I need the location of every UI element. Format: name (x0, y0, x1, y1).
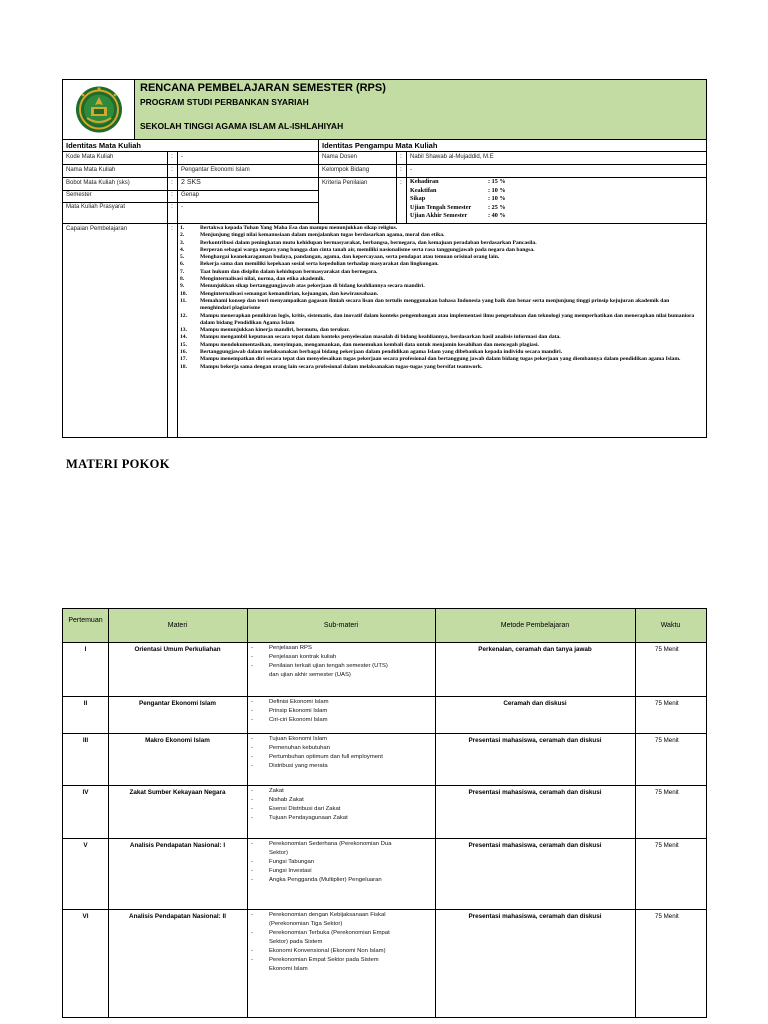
materi-cell: Orientasi Umum Perkuliahan (134, 646, 221, 653)
capaian-list (180, 225, 700, 371)
sub-materi-item: - Fungsi Tabungan (249, 858, 399, 867)
kriteria-label: Kriteria Penilaian (322, 180, 368, 186)
sub-materi-item: - Perekonomian Sederhana (Perekonomian Dua Sektor) (249, 840, 399, 858)
metode-cell: Presentasi mahasiswa, ceramah dan diskusi (468, 913, 602, 920)
kode-mk-label: Kode Mata Kuliah (66, 154, 114, 160)
nama-dosen-label: Nama Dosen (322, 154, 358, 160)
kode-mk-value: - (181, 154, 183, 160)
identitas-pengampu-heading: Identitas Pengampu Mata Kuliah (322, 141, 438, 150)
pertemuan-cell: I (84, 646, 87, 653)
sub-materi-cell (249, 735, 389, 771)
sub-materi-cell (249, 911, 399, 974)
capaian-item: 5. Menghargai keanekaragaman budaya, pandangan, agama, dan kepercayaan, serta pendapat atau temuan orisinal orang lain. (180, 254, 500, 261)
col-metode-header: Metode Pembelajaran (500, 622, 570, 629)
waktu-cell: 75 Menit (655, 700, 679, 707)
capaian-item: 1. Bertakwa kepada Tuhan Yang Maha Esa dan mampu menunjukkan sikap religius. (180, 225, 398, 231)
capaian-item: 9. Menunjukkan sikap bertanggungjawab atas pekerjaan di bidang keahliannya secara mandiri. (180, 283, 425, 290)
pertemuan-cell: VI (82, 913, 89, 920)
capaian-item: 11. Memahami konsep dan teori menyampaikan gagasan ilmiah secara lisan dan tertulis menggunakan bahasa Indonesia yang baik dan benar serta menjunjung tinggi prinsip kejujuran akademik dan menghindari plagiarisme (180, 297, 670, 312)
capaian-item: 14. Mampu mengambil keputusan secara tepat dalam konteks penyelesaian masalah di bidang keahliannya, berdasarkan hasil analisis informasi dan data. (180, 334, 561, 341)
sub-materi-item: - Ciri-ciri Ekonomi Islam (249, 716, 399, 725)
waktu-cell: 75 Menit (655, 789, 679, 796)
waktu-cell: 75 Menit (655, 842, 679, 849)
materi-cell: Analisis Pendapatan Nasional: II (129, 913, 226, 920)
capaian-item: 18. Mampu bekerja sama dengan orang lain secara profesional dalam melaksanakan tugas-tugas yang bersifat teamwork. (180, 363, 483, 370)
prasyarat-value: - (181, 204, 183, 210)
semester-label: Semester (66, 192, 92, 198)
sub-materi-item: - Pertumbuhan optimum dan full employment (249, 753, 389, 762)
prasyarat-label: Mata Kuliah Prasyarat (66, 204, 126, 210)
sub-materi-item: - Nishab Zakat (249, 796, 419, 805)
pertemuan-cell: V (83, 842, 88, 849)
sub-materi-item: - Tujuan Ekonomi Islam (249, 735, 389, 744)
materi-cell: Zakat Sumber Kekayaan Negara (129, 789, 226, 796)
materi-cell: Makro Ekonomi Islam (145, 737, 210, 744)
col-pertemuan-header: Pertemuan (68, 617, 103, 624)
capaian-item: 15. Mampu mendokumentasikan, menyimpan, mengamankan, dan menemukan kembali data untuk menjamin kesahihan dan mencegah plagiasi. (180, 341, 539, 348)
capaian-item: 13. Mampu menunjukkan kinerja mandiri, bermutu, dan terukur. (180, 327, 350, 334)
schedule-table (62, 608, 707, 1018)
metode-cell: Perkenalan, ceramah dan tanya jawab (478, 646, 592, 653)
kelompok-value: - (410, 167, 412, 173)
metode-cell: Presentasi mahasiswa, ceramah dan diskusi (468, 842, 602, 849)
capaian-item: 2. Menjunjung tinggi nilai kemanusiaan dalam menjalankan tugas berdasarkan agama, moral dan etika. (180, 232, 445, 239)
sub-materi-item: - Definisi Ekonomi Islam (249, 698, 399, 707)
col-materi-header: Materi (167, 622, 188, 629)
sub-materi-cell (249, 787, 419, 823)
program-name: PROGRAM STUDI PERBANKAN SYARIAH (140, 97, 309, 107)
sub-materi-item: - Fungsi Investasi (249, 867, 399, 876)
capaian-item: 4. Berperan sebagai warga negara yang bangga dan cinta tanah air, memiliki nasionalisme serta rasa tanggungjawab pada negara dan bangsa. (180, 246, 535, 253)
rps-table: RENCANA PEMBELAJARAN SEMESTER (RPS) PROGRAM STUDI PERBANKAN SYARIAH SEKOLAH TINGGI AGAMA ISLAM AL-ISHLAHIYAH Identitas Mata Kuliah Identitas Pengampu Mata Kuliah Kode Mata Kuliah : - Nama Mata Kuliah : Pengantar Ekonomi Islam Bobot Mata Kuliah (sks) : 2 SKS Semester : Genap Mata Kuliah Prasyarat : - Nama Dosen : Nabil Shawab al-Mujaddid, M.E Kelompok Bidang : - Kriteria Penilaian : Kehadiran : 15 % Keaktifan : 10 % Sikap : 10 % Ujian Tengah Semester : 25 % Ujian Akhir Semester : 40 % Capaian Pembelajaran : 1. Bertakwa kepada Tuhan Yang Maha Esa dan mampu menunjukkan sikap religius. 2. Menjunjung tinggi nilai kemanusiaan dalam menjalankan tugas berdasarkan agama, moral dan etika. 3. Berkontribusi dalam peningkatan mutu kehidupan bermasyarakat, berbangsa, bernegara, dan kemajuan peradaban berdasarkan Pancasila. 4. Berperan sebagai warga negara yang bangga dan cinta tanah air, memiliki nasionalisme serta rasa tanggungjawab pada negara dan bangsa. 5. Menghargai keanekaragaman budaya, pandangan, agama, dan kepercayaan, serta pendapat atau temuan orisinal orang lain. 6. Bekerja sama dan memiliki kepekaan sosial serta kepedulian terhadap masyarakat dan lingkungan. 7. Taat hukum dan disiplin dalam kehidupan bermasyarakat dan bernegara. 8. Menginternalisasi nilai, norma, dan etika akademik. 9. Menunjukkan sikap bertanggungjawab atas pekerjaan di bidang keahliannya secara mandiri. 10. Menginternalisasi semangat kemandirian, kejuangan, dan kewirausahaan. 11. Memahami konsep dan teori menyampaikan gagasan ilmiah secara lisan dan tertulis menggunakan bahasa Indonesia yang baik dan benar serta menjunjung tinggi prinsip kejujuran akademik dan menghindari plagiarisme 12. Mampu menerapkan pemikiran logis, kritis, sistematis, dan inovatif dalam konteks pengembangan atau implementasi ilmu pengetahuan dan teknologi yang memperhatikan dan menerapkan nilai humaniora dalam bidang Pendidikan Agama Islam 13. Mampu menunjukkan kinerja mandiri, bermutu, dan terukur. 14. Mampu mengambil keputusan secara tepat dalam konteks penyelesaian masalah di bidang keahliannya, berdasarkan hasil analisis informasi dan data. 15. Mampu mendokumentasikan, menyimpan, mengamankan, dan menemukan kembali data untuk menjamin kesahihan dan mencegah plagiasi. 16. Bertanggungjawab dalam melaksanakan berbagai bidang pekerjaan dalam pendidikan agama Islam yang dibebankan kepada individu secara mandiri. 17. Mampu menempatkan diri secara tepat dan menyelesaikan tugas pekerjaan secara profesional dan bertanggung jawab dalam bidang tugas pekerjaan yang diembannya dalam pendidikan agama Islam. 18. Mampu bekerja sama dengan orang lain secara profesional dalam melaksanakan tugas-tugas yang bersifat teamwork. (62, 79, 707, 438)
sub-materi-item: - Perekonomian dengan Kebijaksanaan Fiskal (Perekonomian Tiga Sektor) (249, 911, 399, 929)
capaian-item: 12. Mampu menerapkan pemikiran logis, kritis, sistematis, dan inovatif dalam konteks pengembangan atau implementasi ilmu pengetahuan dan teknologi yang memperhatikan dan menerapkan nilai humaniora dalam bidang Pendidikan Agama Islam (180, 312, 695, 326)
identitas-mk-heading: Identitas Mata Kuliah (66, 141, 142, 150)
capaian-item: 7. Taat hukum dan disiplin dalam kehidupan bermasyarakat dan bernegara. (180, 268, 378, 275)
pertemuan-cell: IV (82, 789, 89, 796)
waktu-cell: 75 Menit (655, 646, 679, 653)
metode-cell: Ceramah dan diskusi (503, 700, 567, 707)
capaian-item: 6. Bekerja sama dan memiliki kepekaan sosial serta kepedulian terhadap masyarakat dan lingkungan. (180, 261, 439, 268)
rps-title: RENCANA PEMBELAJARAN SEMESTER (RPS) (140, 82, 386, 94)
sub-materi-item: - Esensi Distribusi dari Zakat (249, 805, 419, 814)
sub-materi-item: - Zakat (249, 787, 419, 796)
pertemuan-cell: III (82, 737, 89, 744)
bobot-value: 2 SKS (181, 179, 201, 186)
bobot-label: Bobot Mata Kuliah (sks) (66, 180, 130, 186)
waktu-cell: 75 Menit (655, 913, 679, 920)
capaian-label: Capaian Pembelajaran (66, 226, 128, 232)
capaian-item: 3. Berkontribusi dalam peningkatan mutu kehidupan bermasyarakat, berbangsa, bernegara, dan kemajuan peradaban berdasarkan Pancasila. (180, 239, 537, 246)
capaian-item: 17. Mampu menempatkan diri secara tepat dan menyelesaikan tugas pekerjaan secara profesional dan bertanggung jawab dalam bidang tugas pekerjaan yang diembannya dalam pendidikan agama Islam. (180, 356, 681, 363)
sub-materi-item: - Distribusi yang merata (249, 762, 389, 771)
sub-materi-item: - Penilaian terkait ujian tengah semester (UTS) dan ujian akhir semester (UAS) (249, 662, 389, 680)
sub-materi-item: - Pemenuhan kebutuhan (249, 744, 389, 753)
sub-materi-item: - Ekonomi Konvensional (Ekonomi Non Islam) (249, 947, 399, 956)
capaian-item: 10. Menginternalisasi semangat kemandirian, kejuangan, dan kewirausahaan. (180, 290, 379, 297)
sub-materi-cell (249, 644, 389, 680)
logo-cell (63, 80, 135, 139)
sub-materi-cell (249, 698, 399, 725)
col-waktu-header: Waktu (660, 622, 681, 629)
materi-pokok-heading: MATERI POKOK (66, 457, 170, 471)
nama-dosen-value: Nabil Shawab al-Mujaddid, M.E (410, 154, 494, 160)
capaian-item: 16. Bertanggungjawab dalam melaksanakan berbagai bidang pekerjaan dalam pendidikan agama Islam yang dibebankan kepada individu secara mandiri. (180, 349, 563, 356)
nama-mk-label: Nama Mata Kuliah (66, 167, 116, 173)
nama-mk-value: Pengantar Ekonomi Islam (181, 167, 250, 173)
institution-name: SEKOLAH TINGGI AGAMA ISLAM AL-ISHLAHIYAH (140, 121, 344, 131)
sub-materi-item: - Penjelasan kontrak kuliah (249, 653, 389, 662)
materi-cell: Analisis Pendapatan Nasional: I (129, 842, 226, 849)
capaian-item: 8. Menginternalisasi nilai, norma, dan etika akademik. (180, 276, 325, 283)
waktu-cell: 75 Menit (655, 737, 679, 744)
sub-materi-item: - Perekonomian Empat Sektor pada Sistem Ekonomi Islam (249, 956, 399, 974)
metode-cell: Presentasi mahasiswa, ceramah dan diskusi (468, 789, 602, 796)
kelompok-label: Kelompok Bidang (322, 167, 370, 173)
semester-value: Genap (181, 192, 200, 198)
sub-materi-item: - Perekonomian Terbuka (Perekonomian Empat Sektor) pada Sistem (249, 929, 399, 947)
sub-materi-item: - Tujuan Pendayagunaan Zakat (249, 814, 419, 823)
metode-cell: Presentasi mahasiswa, ceramah dan diskusi (468, 737, 602, 744)
materi-cell: Pengantar Ekonomi Islam (139, 700, 216, 707)
col-sub-header: Sub-materi (323, 622, 359, 629)
sub-materi-item: - Angka Pengganda (Multiplier) Pengeluaran (249, 876, 399, 885)
pertemuan-cell: II (83, 700, 88, 707)
institution-logo (63, 80, 135, 139)
sub-materi-item: - Prinsip Ekonomi Islam (249, 707, 399, 716)
sub-materi-item: - Penjelasan RPS (249, 644, 389, 653)
sub-materi-cell (249, 840, 399, 885)
